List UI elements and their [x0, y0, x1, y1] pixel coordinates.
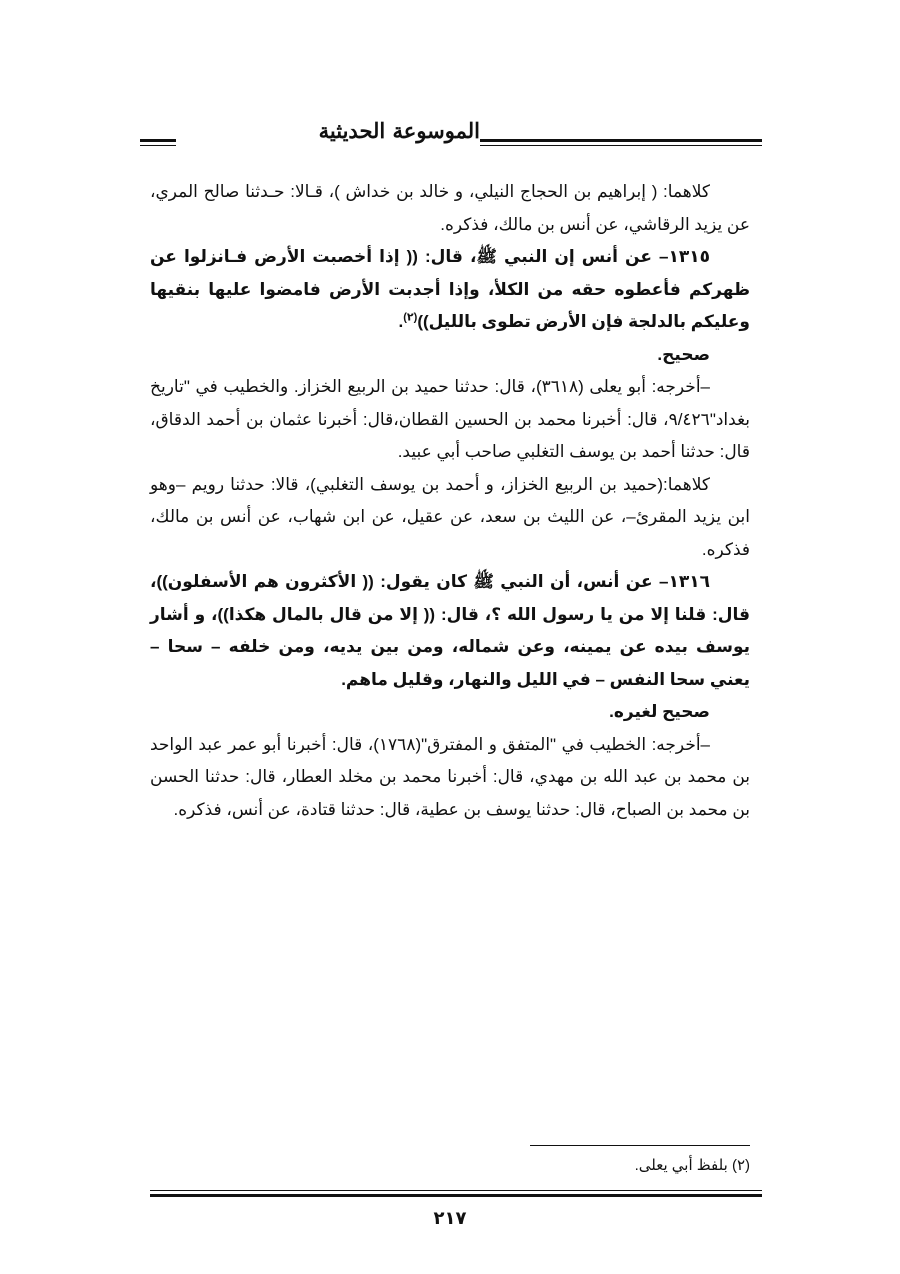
takhrij-1315: –أخرجه: أبو يعلى (٣٦١٨)، قال: حدثنا حميد بن الربيع الخزاز. والخطيب في "تاريخ بغداد"٩/٤٢٦، قال: أخبرنا محمد بن الحسين القطان،قال: أخبرنا عثمان بن أحمد الدقاق، قال: حدثنا أحمد بن يوسف التغلبي صاحب أبي عبيد. [150, 377, 750, 461]
footnote-separator [530, 1145, 750, 1146]
header-rule-right [480, 139, 762, 149]
header-title: الموسوعة الحديثية [318, 118, 480, 143]
grade-sahih-lighayrihi: صحيح لغيره. [609, 702, 710, 721]
hadith-1315-end: . [398, 312, 404, 331]
footnote-ref: (٢) [403, 311, 418, 324]
hadith-1316: ١٣١٦– عن أنس، أن النبي ﷺ كان يقول: (( الأكثرون هم الأسفلون))، قال: قلنا إلا من يا رسول الله ؟، قال: (( إلا من قال بالمال هكذا))، و أشار يوسف بيده عن يمينه، وعن شماله، ومن بين يديه، ومن خلفه – سحا – يعني سحا النفس – في الليل والنهار، وقليل ماهم. [150, 572, 750, 689]
footer-rule [150, 1190, 762, 1200]
grade-sahih: صحيح. [657, 344, 710, 364]
takhrij-1316: –أخرجه: الخطيب في "المتفق و المفترق"(١٧٦٨)، قال: أخبرنا أبو عمر عبد الواحد بن محمد بن عبد الله بن مهدي، قال: أخبرنا محمد بن مخلد العطار، قال: حدثنا الحسن بن محمد بن الصباح، قال: حدثنا يوسف بن عطية، قال: حدثنا قتادة، عن أنس، فذكره. [150, 734, 750, 819]
header-rule-left [140, 139, 176, 149]
hadith-1315 [150, 241, 750, 339]
paragraph-kilahuma-2: كلاهما:(حميد بن الربيع الخزاز، و أحمد بن يوسف التغلبي)، قالا: حدثنا رويم –وهو ابن يزيد المقرئ–، عن الليث بن سعد، عن عقيل، عن ابن شهاب، عن أنس بن مالك، فذكره. [150, 474, 750, 559]
page-number: ٢١٧ [433, 1208, 467, 1228]
paragraph-kilahuma-1: كلاهما: ( إبراهيم بن الحجاج النيلي، و خالد بن خداش )، قـالا: حـدثنا صالح المري، عن يزيد الرقاشي، عن أنس بن مالك، فذكره. [150, 182, 750, 234]
hadith-1315-text: ١٣١٥– عن أنس إن النبي ﷺ، قال: (( إذا أخصبت الأرض فـانزلوا عن ظهركم فأعطوه حقه من الكلأ، وإذا أجدبت الأرض فامضوا عليها بنقيها وعليكم بالدلجة فإن الأرض تطوى بالليل)) [150, 247, 750, 331]
page-body [150, 176, 750, 826]
running-header [140, 118, 762, 162]
footnote: (٢) بلفظ أبي يعلى. [634, 1157, 750, 1174]
